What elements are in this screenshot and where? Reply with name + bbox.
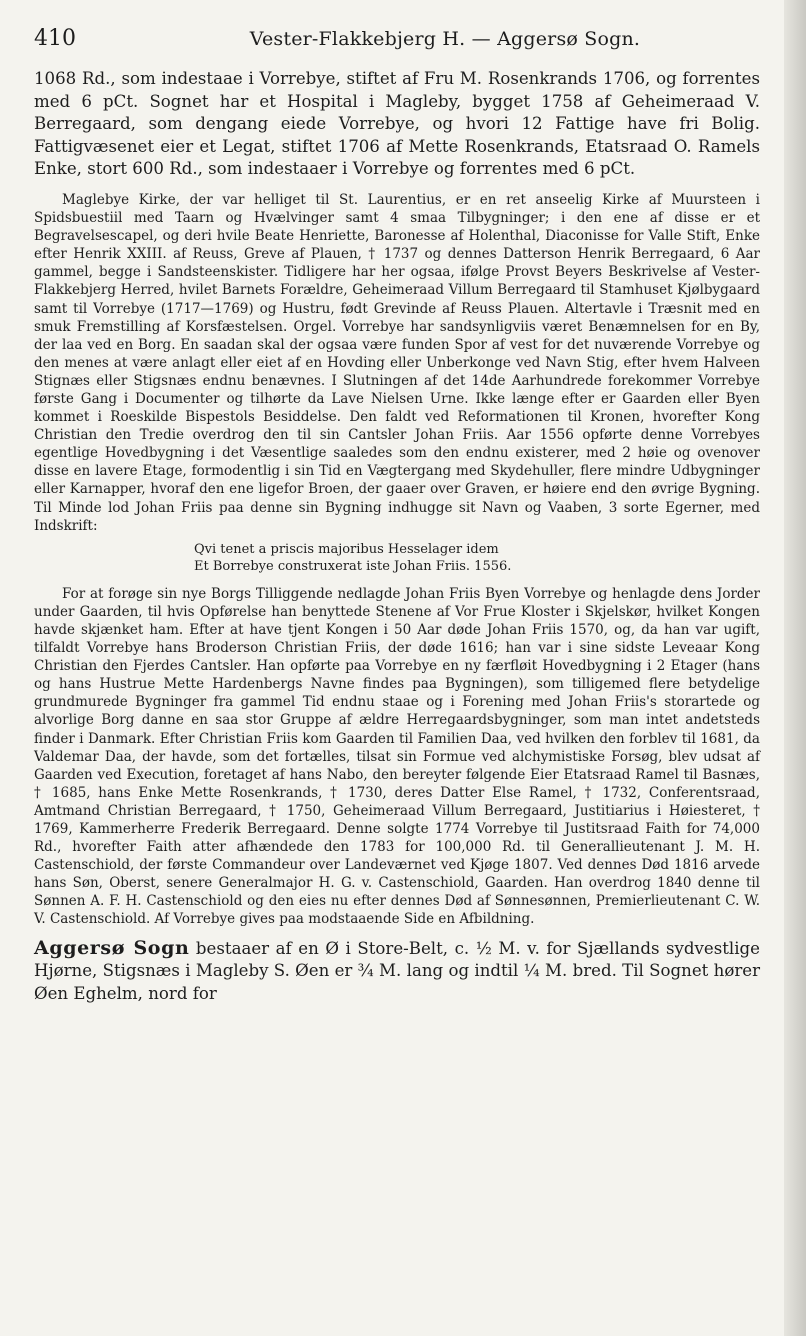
history-paragraph: For at forøge sin nye Borgs Tilliggende nedlagde Johan Friis Byen Vorrebye og henlagde dens Jorder under Gaarden, til hvis Opførelse han benyttede Stenene af Vor Frue Kloster i Skjelskør, hvilket Kongen havde skjænket ham. Efter at have tjent Kongen i 50 Aar døde Johan Friis 1570, og, da han var ugift, tilfaldt Vorrebye hans Broderson Christian Friis, der døde 1616; han var i sine sidste Leveaar Kong Christian den Fjerdes Cantsler. Han opførte paa Vorrebye en ny færfløit Hovedbygning i 2 Etager (hans og hans Hustrue Mette Hardenbergs Navne findes paa Bygningen), som tilligemed flere betydelige grundmurede Bygninger fra gammel Tid endnu staae og i Forening med Johan Friis's storartede og alvorlige Borg danne en saa stor Gruppe af ældre Herregaardsbygninger, som man intet andetsteds finder i Danmark. Efter Christian Friis kom Gaarden til Familien Daa, ved hvilken den forblev til 1681, da Valdemar Daa, der havde, som det fortælles, tilsat sin Formue ved alchymistiske Forsøg, blev udsat af Gaarden ved Execution, foretaget af hans Nabo, den bereyter følgende Eier Etatsraad Ramel til Basnæs, † 1685, hans Enke Mette Rosenkrands, † 1730, deres Datter Else Ramel, † 1732, Conferentsraad, Amtmand Christian Berregaard, † 1750, Geheimeraad Villum Berregaard, Justitiarius i Høiesteret, † 1769, Kammerherre Frederik Berregaard. Denne solgte 1774 Vorrebye til Justitsraad Faith for 74,000 Rd., hvorefter Faith atter afhændede den 1783 for 100,000 Rd. til Generallieutenant J. M. H. Castenschiold, der første Commandeur over Landeværnet ved Kjøge 1807. Ved dennes Død 1816 arvede hans Søn, Oberst, senere Generalmajor H. G. v. Castenschiold, Gaarden. Han overdrog 1840 denne til Sønnen A. F. H. Castenschiold og den eies nu efter dennes Død af Sønnesønnen, Premierlieutenant C. W. V. Castenschiold. Af Vorrebye gives paa modstaaende Side en Afbildning. bbox=[34, 585, 760, 928]
inscription-line-1: Qvi tenet a priscis majoribus Hesselager idem bbox=[194, 541, 499, 557]
inscription-line-2: Et Borrebye construxerat iste Johan Friis. 1556. bbox=[194, 558, 512, 574]
latin-inscription bbox=[34, 541, 760, 575]
page-number: 410 bbox=[34, 26, 76, 51]
running-title: Vester-Flakkebjerg H. — Aggersø Sogn. bbox=[249, 28, 641, 50]
parish-entry-text: bestaaer af en Ø i Store-Belt, c. ½ M. v. for Sjællands sydvestlige Hjørne, Stigsnæs i Magleby S. Øen er ¾ M. lang og indtil ¼ M. bred. Til Sognet hører Øen Eghelm, nord for bbox=[34, 938, 760, 1003]
church-paragraph: Maglebye Kirke, der var helliget til St. Laurentius, er en ret anseelig Kirke af Muursteen i Spidsbuestiil med Taarn og Hvælvinger samt 4 smaa Tilbygninger; i den ene af disse er et Begravelsescapel, og deri hvile Beate Henriette, Baronesse af Holenthal, Diaconisse for Valle Stift, Enke efter Henrik XXIII. af Reuss, Greve af Plauen, † 1737 og dennes Datterson Henrik Berregaard, 6 Aar gammel, begge i Sandsteenskister. Tidligere har her ogsaa, ifølge Provst Beyers Beskrivelse af Vester-Flakkebjerg Herred, hvilet Barnets Forældre, Geheimeraad Villum Berregaard til Stamhuset Kjølbygaard samt til Vorrebye (1717—1769) og Hustru, født Grevinde af Reuss Plauen. Altertavle i Træsnit med en smuk Fremstilling af Korsfæstelsen. Orgel. Vorrebye har sandsynligviis været Benæmnelsen for en By, der laa ved en Borg. En saadan skal der ogsaa være funden Spor af vest for det nuværende Vorrebye og den menes at være anlagt eller eiet af en Hovding eller Unberkonge ved Navn Stig, efter hvem Halveen Stignæs eller Stigsnæs endnu benævnes. I Slutningen af det 14de Aarhundrede forekommer Vorrebye første Gang i Documenter og tilhørte da Lave Nielsen Urne. Ikke længe efter er Gaarden eller Byen kommet i Roeskilde Bispestols Besiddelse. Den faldt ved Reformationen til Kronen, hvorefter Kong Christian den Tredie overdrog den til sin Cantsler Johan Friis. Aar 1556 opførte denne Vorrebyes egentlige Hovedbygning i det Væsentlige saaledes som den endnu existerer, med 2 høie og ovenover disse en lavere Etage, formodentlig i sin Tid en Vægtergang med Skydehuller, flere mindre Udbygninger eller Karnapper, hvoraf den ene ligefor Broen, der gaaer over Graven, er høiere end den øvrige Bygning. Til Minde lod Johan Friis paa denne sin Bygning indhugge sit Navn og Vaaben, 3 sorte Egerner, med Indskrift: bbox=[34, 191, 760, 534]
page-body bbox=[34, 68, 760, 1005]
legat-paragraph: 1068 Rd., som indestaae i Vorrebye, stiftet af Fru M. Rosenkrands 1706, og forrentes med 6 pCt. Sognet har et Hospital i Magleby, bygget 1758 af Geheimeraad V. Berregaard, som dengang eiede Vorrebye, og hvori 12 Fattige have fri Bolig. Fattigvæsenet eier et Legat, stiftet 1706 af Mette Rosenkrands, Etatsraad O. Ramels Enke, stort 600 Rd., som indestaaer i Vorrebye og forrentes med 6 pCt. bbox=[34, 69, 760, 179]
parish-entry bbox=[34, 937, 760, 1006]
running-header bbox=[34, 24, 760, 54]
page-edge-shadow bbox=[784, 0, 806, 1336]
parish-name: Aggersø Sogn bbox=[34, 936, 190, 959]
